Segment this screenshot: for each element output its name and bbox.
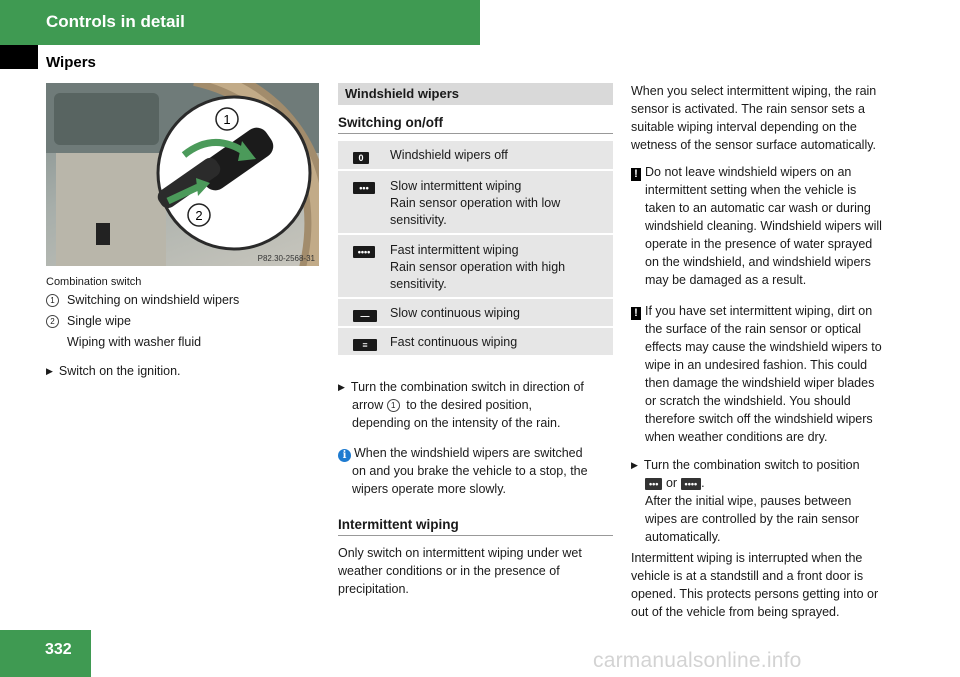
watermark: carmanualsonline.info [593,649,802,672]
wipers-heading: Windshield wipers [338,83,613,105]
legend-item-1: 1 Switching on windshield wipers [46,292,239,309]
turn-to-position-instruction: ▶ Turn the combination switch to position ••• or •••• . After the initial wipe, pauses between wipes are controlled by the rain sensor automatically. [631,458,860,544]
table-row: — Slow continuous wiping [338,299,613,328]
closing-paragraph: Intermittent wiping is interrupted when the vehicle is at a standstill and a front door is opened. This protects persons getting into or out of the vehicle from being sprayed. [631,551,879,619]
warning-icon: ! [631,168,641,181]
dirt-sensor-warning: ! If you have set intermittent wiping, dirt on the surface of the rain sensor or optical effects may cause the windshield wipers to wipe in an undesired fashion. This could then damage the windshield wiper blades or scratch the windshield. You should therefore switch off the windshield wipers when weather conditions are dry. [631,302,911,446]
info-icon: i [338,449,351,462]
steering-column-illustration [46,83,319,266]
fast-intermittent-icon: •••• [681,478,702,490]
fast-continuous-icon: ≡ [353,339,377,351]
intermittent-heading: Intermittent wiping [338,517,613,536]
wiper-positions-table [338,141,613,357]
figure-caption: Combination switch [46,276,142,288]
table-row: 0 Windshield wipers off [338,141,613,171]
chapter-title: Controls in detail [46,12,185,31]
car-wash-warning: ! Do not leave windshield wipers on an intermittent setting when the vehicle is taken to an automatic car wash or during windshield cleaning. Windshield wipers will operate in the presence of water sprayed on the windshield, and windshield wipers may be damaged as a result. [631,163,911,289]
rain-sensor-intro: When you select intermittent wiping, the rain sensor is activated. The rain sensor sets a suitable wiping interval depending on the wetness of the sensor surface automatically. [631,84,877,152]
table-row: •••• Fast intermittent wiping Rain sensor operation with high sensitivity. [338,235,613,299]
intermittent-paragraph: Only switch on intermittent wiping under wet weather conditions or in the presence of precipitation. [338,546,582,596]
table-row: ••• Slow intermittent wiping Rain sensor operation with low sensitivity. [338,171,613,235]
info-note: i When the windshield wipers are switched on and you brake the vehicle to a stop, the wipers operate more slowly. [338,444,614,498]
section-marker [0,45,38,69]
turn-switch-instruction: ▶ Turn the combination switch in direction of arrow 1 to the desired position, depending on the intensity of the rain. [338,380,584,430]
callout-1: 1 [223,112,231,127]
callout-2: 2 [195,208,203,223]
page-number: 332 [45,641,72,658]
table-row: ≡ Fast continuous wiping [338,328,613,357]
section-title: Wipers [46,54,96,71]
switching-heading: Switching on/off [338,115,613,134]
legend-item-2-sub: Wiping with washer fluid [67,335,202,349]
legend-item-2: 2 Single wipe [46,313,131,330]
slow-continuous-icon: — [353,310,377,322]
fast-intermittent-icon: •••• [353,246,375,258]
figure-code: P82.30-2568-31 [257,254,315,263]
slow-intermittent-icon: ••• [353,182,375,194]
ignition-instruction: ▶ Switch on the ignition. [46,364,181,378]
warning-icon: ! [631,307,641,320]
combination-switch-photo [46,83,319,266]
slow-intermittent-icon: ••• [645,478,662,490]
position-0-icon: 0 [353,152,369,164]
